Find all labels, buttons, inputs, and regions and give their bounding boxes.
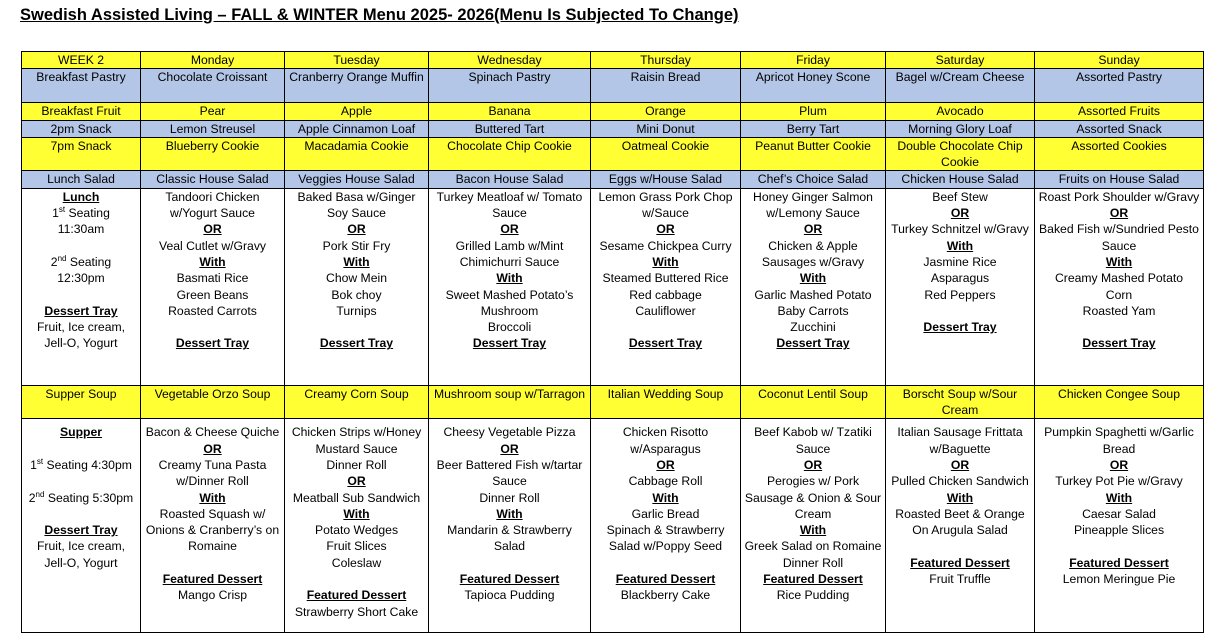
featured-dessert-title: Featured Dessert	[615, 572, 716, 587]
side-dish: Broccoli	[487, 320, 532, 335]
lunch-seating-2: 2nd Seating	[50, 253, 112, 269]
lunch-seating-2-time: 12:30pm	[57, 271, 105, 286]
day-header: Friday	[741, 52, 886, 69]
supper-title: Supper	[60, 425, 102, 440]
side-dish: Green Beans	[176, 287, 249, 302]
day-header: Monday	[141, 52, 285, 69]
row-label: Supper Soup	[22, 385, 141, 419]
featured-dessert-title: Featured Dessert	[306, 588, 407, 603]
or-label: OR	[803, 457, 823, 472]
main-dish: Honey Ginger Salmon w/Lemony Sauce	[753, 189, 873, 221]
with-label: With	[496, 271, 523, 286]
dessert-tray-items: Fruit, Ice cream,	[36, 320, 126, 335]
side-dish: Potato Wedges	[314, 523, 399, 538]
menu-cell: Chicken Congee Soup	[1035, 385, 1204, 419]
menu-cell: Vegetable Orzo Soup	[141, 385, 285, 419]
dessert-tray: Dessert Tray	[472, 336, 547, 351]
main-dish: Baked Basa w/Ginger Soy Sauce	[297, 189, 416, 221]
main-dish: Meatball Sub Sandwich	[292, 490, 421, 505]
or-label: OR	[656, 457, 675, 472]
lunch-salad-row	[22, 171, 1204, 188]
main-dish: Chicken Risotto w/Asparagus	[622, 425, 709, 456]
menu-cell: Veggies House Salad	[285, 171, 429, 188]
menu-cell: Spinach Pastry	[429, 69, 591, 103]
featured-dessert: Tapioca Pudding	[464, 588, 555, 603]
or-label: OR	[500, 441, 519, 456]
main-dish: Chicken & Apple Sausages w/Gravy	[761, 238, 865, 269]
supper-cell-wednesday	[429, 419, 591, 633]
side-dish: Asparagus	[930, 271, 990, 286]
dessert-tray: Dessert Tray	[319, 336, 394, 351]
row-label: 2pm Snack	[22, 120, 141, 137]
side-dish: Roasted Yam	[1082, 303, 1156, 318]
row-label: Breakfast Pastry	[22, 69, 141, 103]
or-label: OR	[950, 206, 970, 221]
supper-cell-monday	[141, 419, 285, 633]
with-label: With	[652, 254, 679, 269]
menu-cell: Eggs w/House Salad	[591, 171, 741, 188]
side-dish: Garlic Bread	[631, 506, 700, 521]
menu-cell: Fruits on House Salad	[1035, 171, 1204, 188]
side-dish: Creamy Mashed Potato	[1054, 271, 1184, 286]
supper-soup-row	[22, 385, 1204, 419]
with-label: With	[343, 506, 370, 521]
featured-dessert: Fruit Truffle	[929, 572, 991, 587]
dessert-tray-items: Jell-O, Yogurt	[44, 336, 118, 351]
side-dish: Spinach & Strawberry Salad w/Poppy Seed	[606, 523, 725, 554]
menu-cell: Assorted Pastry	[1035, 69, 1204, 103]
side-dish: Dinner Roll	[326, 457, 387, 472]
week-label: WEEK 2	[22, 52, 141, 69]
with-label: With	[1105, 490, 1133, 505]
header-row	[22, 52, 1204, 69]
side-dish: Garlic Mashed Potato	[754, 287, 872, 302]
menu-cell: Peanut Butter Cookie	[741, 137, 886, 171]
or-label: OR	[950, 457, 970, 472]
main-dish: Roast Pork Shoulder w/Gravy	[1038, 189, 1200, 204]
main-dish: Beer Battered Fish w/tartar Sauce	[436, 457, 583, 489]
with-label: With	[799, 523, 827, 538]
menu-cell: Pear	[141, 103, 285, 120]
supper-seating-1: 1st Seating 4:30pm	[30, 456, 132, 472]
featured-dessert-title: Featured Dessert	[162, 572, 263, 587]
or-label: OR	[500, 222, 519, 237]
supper-cell-friday	[741, 419, 886, 633]
supper-row	[22, 419, 1204, 633]
featured-dessert-title: Featured Dessert	[763, 572, 863, 587]
lunch-cell-wednesday	[429, 188, 591, 385]
supper-cell-saturday	[886, 419, 1035, 633]
dessert-tray-items: Fruit, Ice cream,	[36, 539, 126, 554]
main-dish: Grilled Lamb w/Mint Chimichurri Sauce	[455, 238, 564, 269]
lunch-cell-tuesday	[285, 188, 429, 385]
day-header: Sunday	[1035, 52, 1204, 69]
menu-cell: Creamy Corn Soup	[285, 385, 429, 419]
side-dish: Turnips	[336, 303, 377, 318]
side-dish: Basmati Rice	[176, 271, 249, 286]
supper-cell-sunday	[1035, 419, 1204, 633]
with-label: With	[946, 238, 974, 253]
main-dish: Chicken Strips w/Honey Mustard Sauce	[291, 425, 422, 456]
featured-dessert: Blackberry Cake	[620, 588, 711, 603]
with-label: With	[946, 490, 974, 505]
side-dish: Fruit Slices	[326, 539, 387, 554]
menu-cell: Bagel w/Cream Cheese	[886, 69, 1035, 103]
main-dish: Turkey Meatloaf w/ Tomato Sauce	[436, 189, 583, 221]
menu-cell: Banana	[429, 103, 591, 120]
main-dish: Pumpkin Spaghetti w/Garlic Bread	[1044, 425, 1194, 456]
menu-cell: Orange	[591, 103, 741, 120]
side-dish: Steamed Buttered Rice	[602, 271, 729, 286]
lunch-title: Lunch	[62, 189, 100, 204]
lunch-row	[22, 188, 1204, 385]
main-dish: Cheesy Vegetable Pizza	[443, 425, 576, 440]
menu-cell: Classic House Salad	[141, 171, 285, 188]
menu-cell: Chocolate Croissant	[141, 69, 285, 103]
side-dish: Jasmine Rice	[923, 254, 997, 269]
featured-dessert-title: Featured Dessert	[459, 572, 560, 587]
side-dish: Pineapple Slices	[1073, 523, 1165, 538]
main-dish: Italian Sausage Frittata w/Baguette	[897, 425, 1023, 456]
with-label: With	[799, 271, 827, 286]
lunch-seating-1-time: 11:30am	[57, 222, 105, 237]
side-dish: Corn	[1105, 287, 1133, 302]
main-dish: Pulled Chicken Sandwich	[891, 474, 1029, 489]
side-dish: Mushroom	[480, 303, 539, 318]
dessert-tray-title: Dessert Tray	[44, 523, 118, 538]
with-label: With	[199, 254, 226, 269]
menu-cell: Chef’s Choice Salad	[741, 171, 886, 188]
row-label: 7pm Snack	[22, 137, 141, 171]
side-dish: Sweet Mashed Potato’s	[445, 287, 574, 302]
main-dish: Cabbage Roll	[628, 474, 703, 489]
menu-cell: Mini Donut	[591, 120, 741, 137]
side-dish: Coleslaw	[331, 555, 382, 570]
menu-cell: Apple	[285, 103, 429, 120]
menu-cell: Apricot Honey Scone	[741, 69, 886, 103]
menu-cell: Raisin Bread	[591, 69, 741, 103]
side-dish: Chow Mein	[326, 271, 387, 286]
or-label: OR	[203, 222, 222, 237]
menu-cell: Plum	[741, 103, 886, 120]
dessert-tray: Dessert Tray	[175, 336, 250, 351]
menu-cell: Chicken House Salad	[886, 171, 1035, 188]
side-dish: Dinner Roll	[782, 555, 844, 570]
lunch-cell-sunday	[1035, 188, 1204, 385]
main-dish: Tandoori Chicken w/Yogurt Sauce	[165, 189, 260, 221]
supper-seating-2: 2nd Seating 5:30pm	[28, 489, 134, 505]
side-dish: Red Peppers	[924, 287, 996, 302]
snack-2pm-row	[22, 120, 1204, 137]
menu-cell: Mushroom soup w/Tarragon	[429, 385, 591, 419]
menu-cell: Lemon Streusel	[141, 120, 285, 137]
featured-dessert: Mango Crisp	[177, 588, 248, 603]
menu-cell: Oatmeal Cookie	[591, 137, 741, 171]
featured-dessert: Rice Pudding	[776, 588, 850, 603]
dessert-tray: Dessert Tray	[628, 336, 703, 351]
menu-cell: Morning Glory Loaf	[886, 120, 1035, 137]
menu-cell: Italian Wedding Soup	[591, 385, 741, 419]
with-label: With	[199, 490, 226, 505]
breakfast-fruit-row	[22, 103, 1204, 120]
dessert-tray: Dessert Tray	[776, 336, 850, 351]
dessert-tray: Dessert Tray	[923, 320, 997, 335]
menu-cell: Avocado	[886, 103, 1035, 120]
with-label: With	[1105, 254, 1133, 269]
side-dish: Dinner Roll	[479, 490, 540, 505]
menu-cell: Borscht Soup w/Sour Cream	[886, 385, 1035, 419]
main-dish: Beef Kabob w/ Tzatiki Sauce	[754, 425, 872, 456]
or-label: OR	[803, 222, 823, 237]
or-label: OR	[656, 222, 675, 237]
main-dish: Pork Stir Fry	[322, 238, 391, 253]
side-dish: Zucchini	[790, 320, 836, 335]
day-header: Tuesday	[285, 52, 429, 69]
menu-table	[21, 51, 1204, 633]
day-header: Thursday	[591, 52, 741, 69]
lunch-cell-friday	[741, 188, 886, 385]
menu-cell: Assorted Cookies	[1035, 137, 1204, 171]
row-label: Breakfast Fruit	[22, 103, 141, 120]
with-label: With	[496, 506, 523, 521]
lunch-label-cell	[22, 188, 141, 385]
or-label: OR	[1109, 206, 1129, 221]
menu-cell: Bacon House Salad	[429, 171, 591, 188]
side-dish: Bok choy	[331, 287, 382, 302]
day-header: Saturday	[886, 52, 1035, 69]
lunch-cell-monday	[141, 188, 285, 385]
menu-cell: Buttered Tart	[429, 120, 591, 137]
menu-cell: Berry Tart	[741, 120, 886, 137]
main-dish: Turkey Schnitzel w/Gravy	[891, 222, 1029, 237]
main-dish: Beef Stew	[932, 189, 988, 204]
menu-cell: Chocolate Chip Cookie	[429, 137, 591, 171]
side-dish: Roasted Beet & Orange On Arugula Salad	[895, 506, 1025, 538]
main-dish: Bacon & Cheese Quiche	[145, 425, 280, 440]
main-dish: Creamy Tuna Pasta w/Dinner Roll	[158, 457, 267, 489]
main-dish: Perogies w/ Pork Sausage & Onion & Sour Cream	[744, 474, 882, 521]
featured-dessert: Strawberry Short Cake	[294, 604, 419, 619]
with-label: With	[343, 254, 370, 269]
side-dish: Roasted Squash w/ Onions & Cranberry’s on Romaine	[145, 506, 280, 554]
featured-dessert: Lemon Meringue Pie	[1062, 572, 1176, 587]
lunch-cell-saturday	[886, 188, 1035, 385]
menu-cell: Assorted Snack	[1035, 120, 1204, 137]
menu-cell: Macadamia Cookie	[285, 137, 429, 171]
side-dish: Caesar Salad	[1082, 506, 1156, 521]
supper-cell-tuesday	[285, 419, 429, 633]
side-dish: Mandarin & Strawberry Salad	[447, 523, 572, 554]
dessert-tray-title: Dessert Tray	[44, 303, 118, 318]
side-dish: Roasted Carrots	[168, 303, 257, 318]
featured-dessert-title: Featured Dessert	[910, 555, 1010, 570]
side-dish: Baby Carrots	[777, 303, 849, 318]
menu-cell: Assorted Fruits	[1035, 103, 1204, 120]
menu-cell: Blueberry Cookie	[141, 137, 285, 171]
day-header: Wednesday	[429, 52, 591, 69]
featured-dessert-title: Featured Dessert	[1069, 555, 1169, 570]
menu-cell: Cranberry Orange Muffin	[285, 69, 429, 103]
page-title: Swedish Assisted Living – FALL & WINTER Menu 2025- 2026(Menu Is Subjected To Change)	[20, 6, 739, 24]
row-label: Lunch Salad	[22, 171, 141, 188]
supper-label-cell	[22, 419, 141, 633]
main-dish: Sesame Chickpea Curry	[599, 238, 732, 253]
main-dish: Turkey Pot Pie w/Gravy	[1055, 474, 1183, 489]
snack-7pm-row	[22, 137, 1204, 171]
or-label: OR	[347, 474, 366, 489]
with-label: With	[652, 490, 679, 505]
menu-cell: Coconut Lentil Soup	[741, 385, 886, 419]
main-dish: Baked Fish w/Sundried Pesto Sauce	[1039, 222, 1199, 253]
side-dish: Red cabbage	[629, 287, 702, 302]
lunch-seating-1: 1st Seating	[52, 205, 110, 221]
dessert-tray-items: Jell-O, Yogurt	[44, 555, 118, 570]
breakfast-pastry-row	[22, 69, 1204, 103]
main-dish: Lemon Grass Pork Chop w/Sauce	[598, 189, 733, 221]
or-label: OR	[347, 222, 366, 237]
menu-cell: Apple Cinnamon Loaf	[285, 120, 429, 137]
dessert-tray: Dessert Tray	[1082, 336, 1156, 351]
or-label: OR	[203, 441, 222, 456]
menu-cell: Double Chocolate Chip Cookie	[886, 137, 1035, 171]
side-dish: Greek Salad on Romaine	[744, 539, 882, 554]
lunch-cell-thursday	[591, 188, 741, 385]
or-label: OR	[1109, 457, 1129, 472]
supper-cell-thursday	[591, 419, 741, 633]
main-dish: Veal Cutlet w/Gravy	[158, 238, 267, 253]
side-dish: Cauliflower	[635, 303, 696, 318]
